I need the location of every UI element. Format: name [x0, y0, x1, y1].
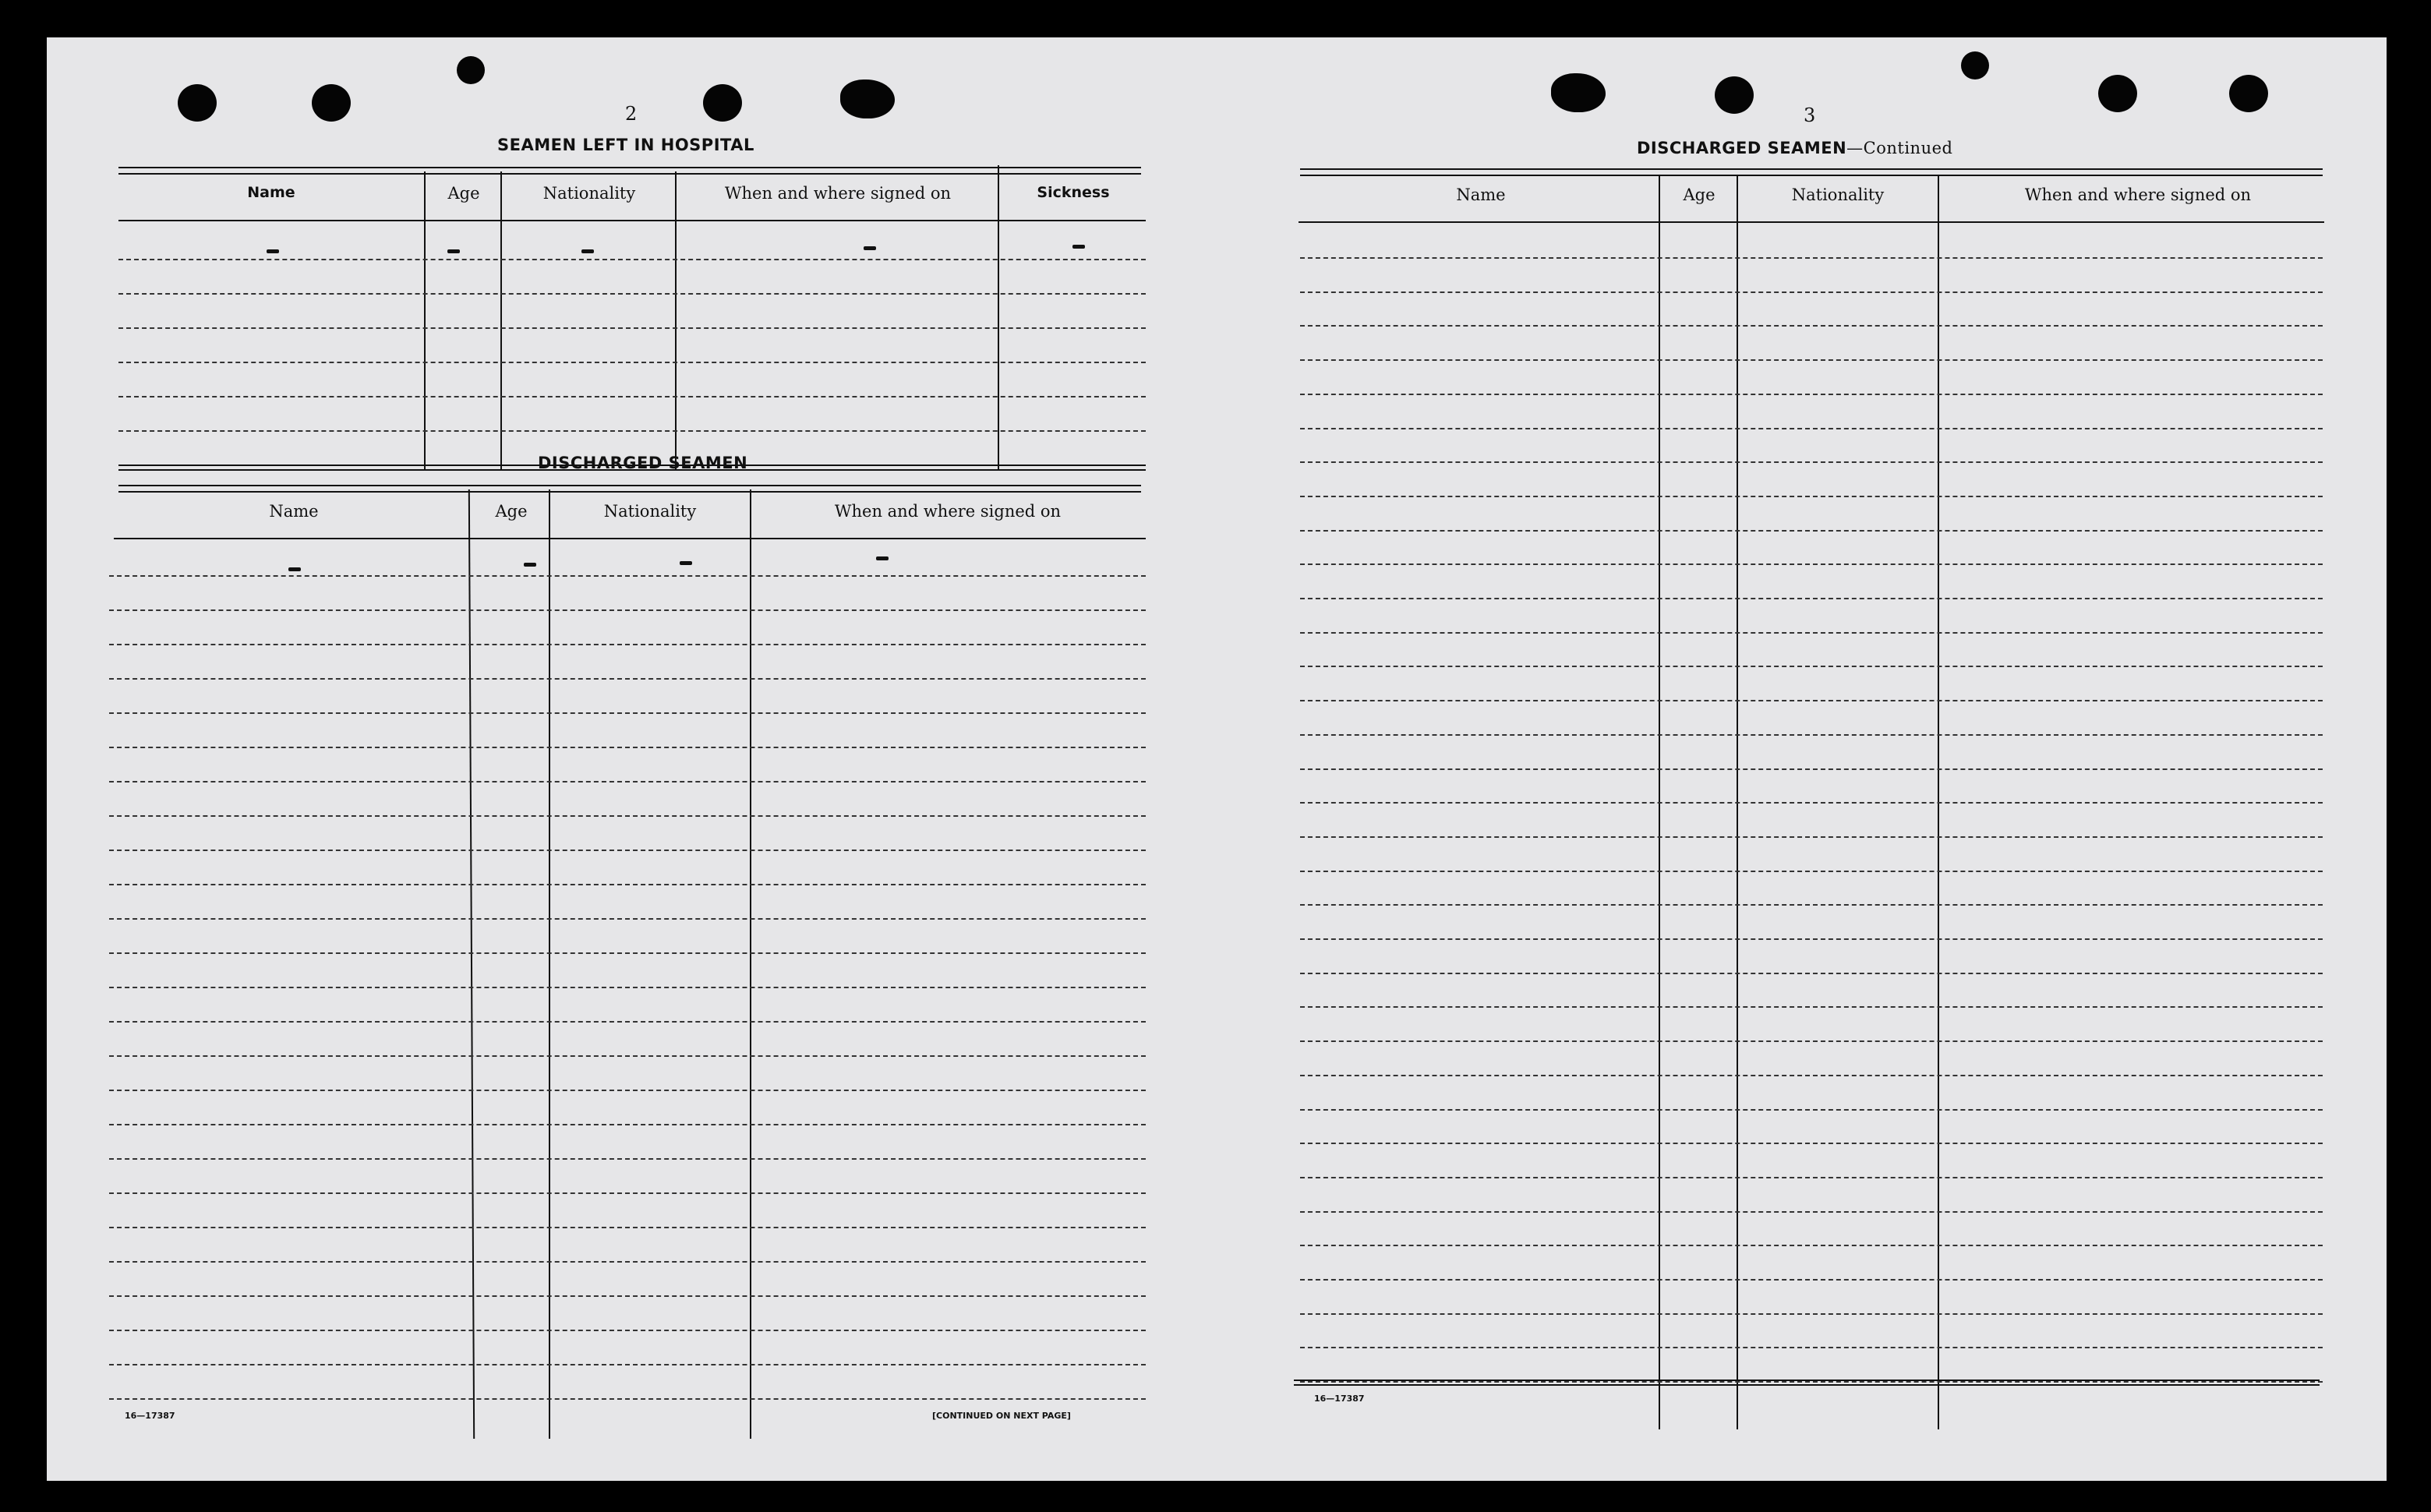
table-row	[109, 1261, 1146, 1263]
table-row	[1300, 871, 2323, 872]
punch-hole	[840, 79, 895, 118]
column-header-underline	[118, 220, 1146, 221]
table-row	[1300, 1347, 2323, 1348]
column-header-nationality: Nationality	[1791, 185, 1885, 204]
table-row	[1300, 563, 2323, 565]
column-header-age: Age	[1683, 185, 1715, 204]
column-header-nationality: Nationality	[542, 184, 636, 203]
column-header-signed-on: When and where signed on	[724, 184, 952, 203]
table-row	[118, 259, 1146, 260]
entry-mark	[680, 561, 692, 565]
table-row	[109, 1124, 1146, 1125]
table-row	[1300, 973, 2323, 974]
punch-hole	[703, 84, 742, 122]
table-row	[109, 1330, 1146, 1331]
column-divider	[424, 171, 426, 469]
column-header-underline	[1299, 221, 2324, 223]
table-row	[1300, 938, 2323, 940]
table-row	[1300, 1143, 2323, 1144]
punch-hole	[457, 56, 485, 84]
table-row	[109, 918, 1146, 920]
entry-mark	[288, 567, 301, 571]
table-row	[109, 1158, 1146, 1160]
column-divider	[998, 165, 999, 469]
table-row	[118, 293, 1146, 295]
entry-mark	[1072, 245, 1085, 249]
table-row	[1300, 734, 2323, 736]
table-row	[1300, 496, 2323, 497]
table-row	[1300, 1040, 2323, 1042]
table-row	[1300, 768, 2323, 770]
page-number: 3	[1804, 104, 1816, 126]
punch-hole	[1715, 76, 1754, 114]
table-row	[109, 1227, 1146, 1228]
table-row	[1300, 428, 2323, 429]
right-section-title: DISCHARGED SEAMEN—Continued	[1637, 139, 1953, 157]
table-row	[109, 1021, 1146, 1023]
column-divider	[500, 171, 502, 469]
table-row	[109, 609, 1146, 611]
table-row	[109, 952, 1146, 954]
column-divider	[675, 171, 677, 469]
table-row	[1300, 1075, 2323, 1076]
entry-mark	[447, 249, 460, 253]
table-row	[1300, 530, 2323, 532]
column-header-age: Age	[495, 502, 528, 521]
table-row	[1300, 325, 2323, 327]
table-row	[109, 781, 1146, 782]
table-row	[1300, 1313, 2323, 1315]
table-row	[109, 747, 1146, 748]
table-row	[109, 1398, 1146, 1400]
entry-mark	[581, 249, 594, 253]
table-row	[109, 815, 1146, 817]
entry-mark	[524, 563, 536, 567]
table-row	[1300, 461, 2323, 463]
column-header-name: Name	[247, 184, 295, 201]
form-number: 16—17387	[1314, 1394, 1365, 1404]
table-row	[1300, 700, 2323, 701]
entry-mark	[267, 249, 279, 253]
table-bottom-rule	[1294, 1380, 2320, 1386]
table-row	[1300, 1109, 2323, 1111]
table-row	[1300, 1211, 2323, 1213]
table-row	[109, 884, 1146, 885]
table-row	[109, 1090, 1146, 1091]
column-header-underline	[114, 538, 1146, 539]
hospital-section-title: SEAMEN LEFT IN HOSPITAL	[497, 136, 754, 154]
table-row	[109, 1055, 1146, 1057]
column-header-name: Name	[269, 502, 319, 521]
form-number: 16—17387	[125, 1411, 175, 1421]
table-row	[109, 678, 1146, 680]
table-row	[1300, 632, 2323, 634]
table-row	[118, 430, 1146, 432]
header-rule	[118, 485, 1141, 493]
table-row	[109, 1295, 1146, 1297]
punch-hole	[1551, 73, 1606, 112]
table-row	[118, 362, 1146, 363]
table-row	[109, 575, 1146, 577]
header-rule	[118, 167, 1141, 175]
punch-hole	[312, 84, 351, 122]
table-row	[1300, 257, 2323, 259]
table-row	[1300, 598, 2323, 599]
table-row	[109, 987, 1146, 988]
table-row	[1300, 394, 2323, 395]
punch-hole	[178, 84, 217, 122]
table-row	[1300, 359, 2323, 361]
table-row	[1300, 1245, 2323, 1246]
table-row	[1300, 904, 2323, 906]
table-row	[109, 644, 1146, 645]
column-header-signed-on: When and where signed on	[834, 502, 1062, 521]
table-row	[118, 396, 1146, 397]
table-row	[109, 1364, 1146, 1365]
table-row	[1300, 836, 2323, 838]
table-row	[118, 327, 1146, 329]
entry-mark	[876, 556, 889, 560]
table-row	[109, 850, 1146, 851]
table-row	[1300, 1177, 2323, 1178]
table-row	[1300, 666, 2323, 667]
table-row	[1300, 291, 2323, 293]
table-row	[1300, 1006, 2323, 1008]
form-sheet	[47, 37, 2387, 1481]
punch-hole	[2229, 75, 2268, 112]
column-header-sickness: Sickness	[1037, 184, 1110, 201]
continued-note: [CONTINUED ON NEXT PAGE]	[932, 1411, 1071, 1421]
punch-hole	[2098, 75, 2137, 112]
discharged-section-title: DISCHARGED SEAMEN	[538, 454, 748, 472]
header-rule	[1300, 168, 2323, 176]
table-row	[1300, 1279, 2323, 1281]
entry-mark	[864, 246, 876, 250]
table-row	[109, 712, 1146, 714]
column-header-nationality: Nationality	[603, 502, 697, 521]
punch-hole	[1961, 51, 1989, 79]
column-header-signed-on: When and where signed on	[2024, 185, 2252, 204]
table-row	[1300, 802, 2323, 804]
page-number: 2	[625, 103, 638, 125]
table-row	[109, 1192, 1146, 1194]
column-header-name: Name	[1456, 185, 1506, 204]
column-header-age: Age	[447, 184, 480, 203]
